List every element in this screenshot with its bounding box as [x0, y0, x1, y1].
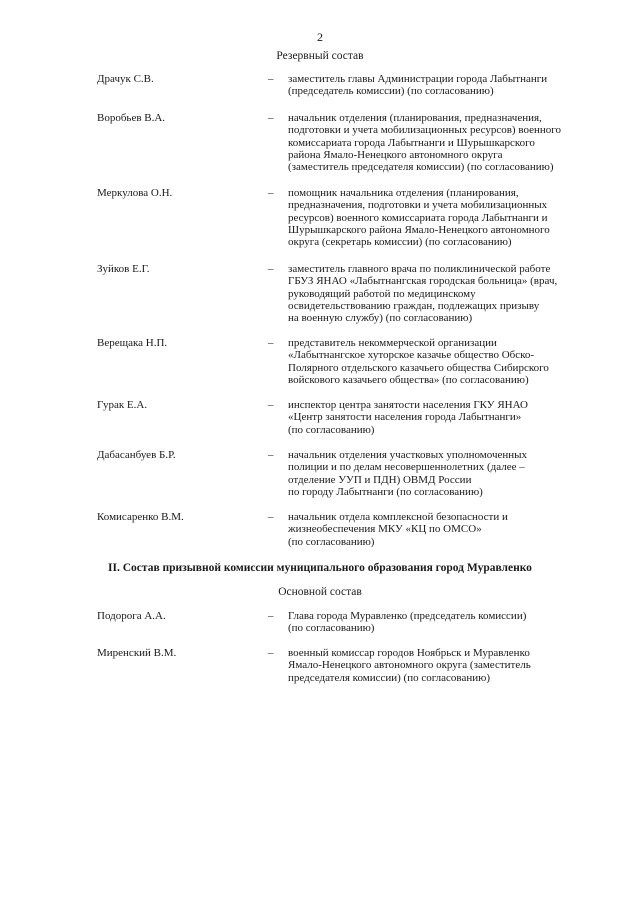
subheading-main: Основной состав [278, 586, 362, 598]
member-name: Миренский В.М. [97, 647, 177, 659]
page-number: 2 [317, 30, 323, 44]
member-role: Глава города Муравленко (председатель комиссии) (по согласованию) [288, 610, 527, 635]
dash: – [268, 449, 274, 461]
member-name: Верещака Н.П. [97, 337, 168, 349]
member-role: помощник начальника отделения (планирования, предназначения, подготовки и учета мобилизационных ресурсов) военного комиссариата города Лабытнанги и Шурышкарского района Ямало-Ненецкого автономного округа (секретарь комиссии) (по согласованию) [288, 187, 550, 249]
member-role: заместитель главы Администрации города Лабытнанги (председатель комиссии) (по согласованию) [288, 73, 548, 98]
member-role: начальник отдела комплексной безопасности и жизнеобеспечения МКУ «КЦ по ОМСО» (по согласованию) [288, 511, 508, 548]
member-name: Драчук С.В. [97, 73, 154, 85]
member-name: Комисаренко В.М. [97, 511, 184, 523]
member-role: инспектор центра занятости населения ГКУ ЯНАО «Центр занятости населения города Лабытнанги» (по согласованию) [288, 399, 528, 436]
dash: – [268, 511, 274, 523]
section-heading: II. Состав призывной комиссии муниципального образования город Муравленко [108, 562, 532, 574]
member-name: Зуйков Е.Г. [97, 263, 150, 275]
member-role: начальник отделения (планирования, предназначения, подготовки и учета мобилизационных ресурсов) военного комиссариата города Лабытнанги и Шурышкарского района Ямало-Ненецкого автономного округа (заместитель председателя комиссии) (по согласованию) [288, 112, 561, 174]
dash: – [268, 73, 274, 85]
member-name: Гурак Е.А. [97, 399, 148, 411]
dash: – [268, 112, 274, 124]
dash: – [268, 399, 274, 411]
member-role: военный комиссар городов Ноябрьск и Муравленко Ямало-Ненецкого автономного округа (заместитель председателя комиссии) (по согласованию) [288, 647, 531, 684]
dash: – [268, 610, 274, 622]
dash: – [268, 263, 274, 275]
dash: – [268, 337, 274, 349]
member-name: Подорога А.А. [97, 610, 166, 622]
dash: – [268, 187, 274, 199]
subheading-reserve: Резервный состав [276, 50, 364, 62]
member-name: Дабасанбуев Б.Р. [97, 449, 176, 461]
member-role: заместитель главного врача по поликлинической работе ГБУЗ ЯНАО «Лабытнангская городская больница» (врач, руководящий работой по медицинскому освидетельствованию граждан, подлежащих призыву на военную службу) (по согласованию) [288, 263, 558, 325]
member-role: представитель некоммерческой организации «Лабытнангское хуторское казачье общество Обско- Полярного отдельского казачьего общества Сибирского войскового казачьего общества» (по согласованию) [288, 337, 549, 386]
member-name: Воробьев В.А. [97, 112, 166, 124]
member-role: начальник отделения участковых уполномоченных полиции и по делам несовершеннолетних (далее – отделение УУП и ПДН) ОВМД России по городу Лабытнанги (по согласованию) [288, 449, 528, 498]
dash: – [268, 647, 274, 659]
member-name: Меркулова О.Н. [97, 187, 173, 199]
